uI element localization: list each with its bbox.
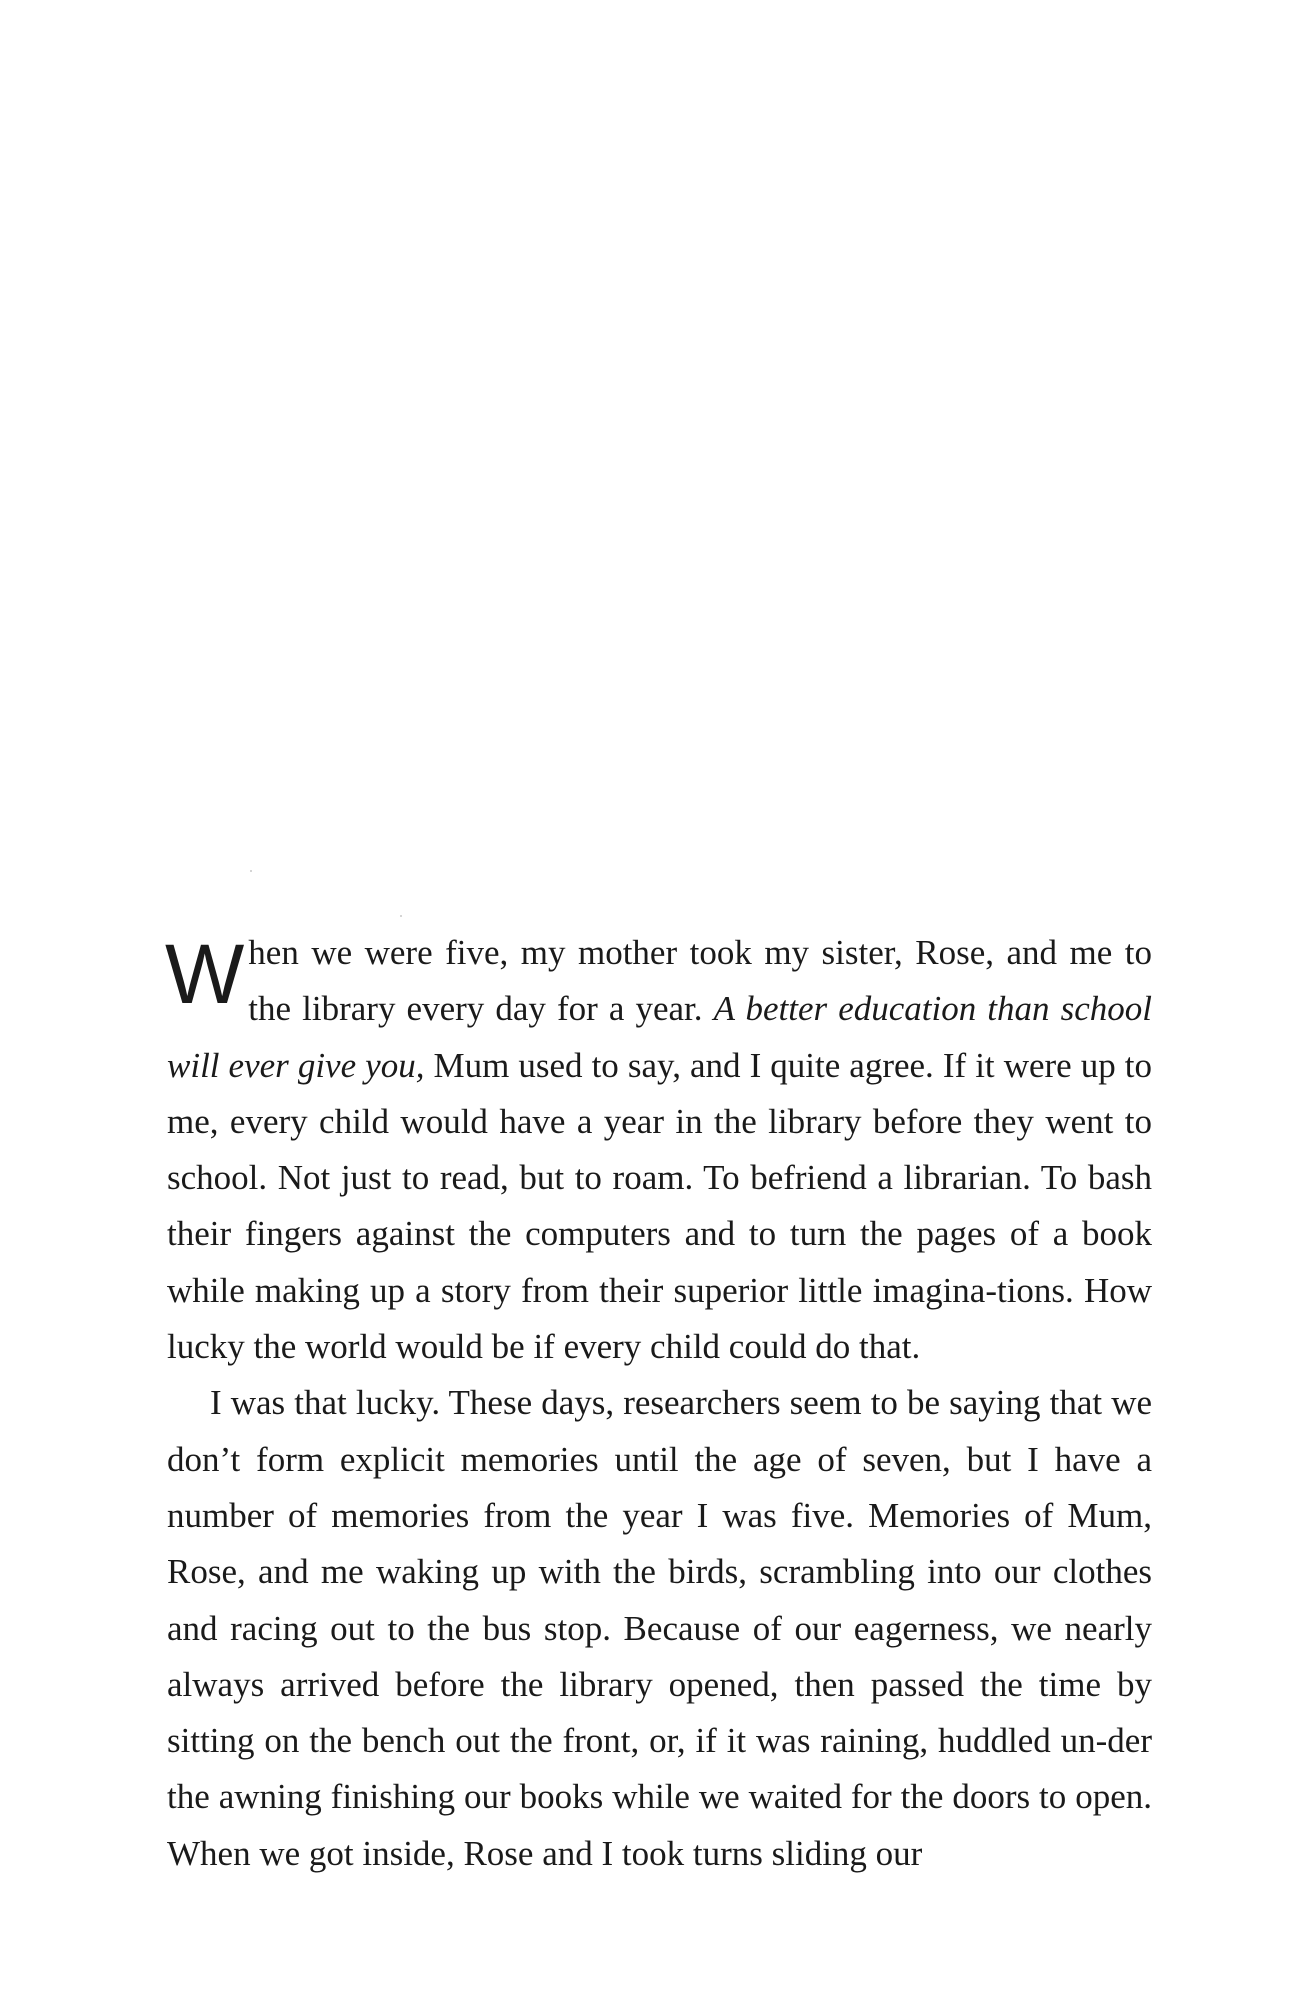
body-text [167,925,1152,1882]
paragraph-1-text-b: Mum used to say, and I quite agree. If it were up to me, every child would have a year in the library before they went to school. Not just to read, but to roam. To befriend a librarian. To bash their fingers against the computers and to turn the pages of a book while making up a story from their superior little imagina-tions. How lucky the world would be if every child could do that. [167,1045,1152,1367]
paragraph-1-text-a: hen we were five, my mother took my sister, Rose, and me to the library every day for a year. [248,933,1152,1029]
paragraph-1-italic-quote: A better education than school will ever give you, [167,989,1152,1085]
drop-cap: W [165,927,243,1021]
scan-speck [250,870,252,872]
scan-speck [400,915,402,917]
paragraph-1 [167,925,1152,1375]
paragraph-2: I was that lucky. These days, researchers seem to be saying that we don’t form explicit memories until the age of seven, but I have a number of memories from the year I was five. Memories of Mum, Rose, and me waking up with the birds, scrambling into our clothes and racing out to the bus stop. Because of our eagerness, we nearly always arrived before the library opened, then passed the time by sitting on the bench out the front, or, if it was raining, huddled un-der the awning finishing our books while we waited for the doors to open. When we got inside, Rose and I took turns sliding our [167,1383,1152,1873]
